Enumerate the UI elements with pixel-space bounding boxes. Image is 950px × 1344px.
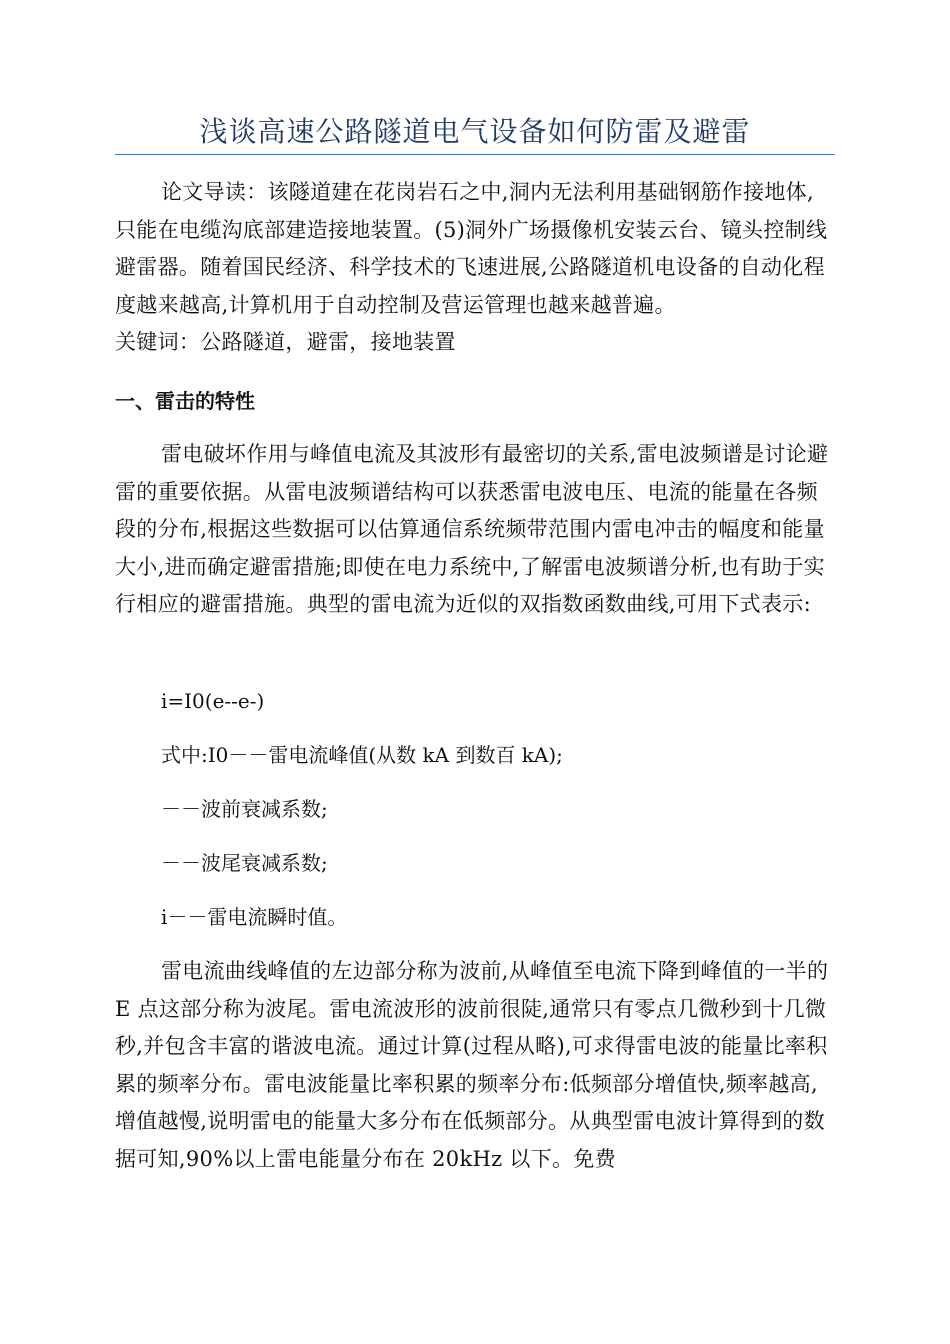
keywords-line: 关键词：公路隧道，避雷，接地装置 <box>115 330 456 354</box>
definition-peak: 式中:I0－－雷电流峰值(从数 kA 到数百 kA); <box>161 743 563 767</box>
intro-section <box>115 174 835 362</box>
section-paragraph-2: 雷电流曲线峰值的左边部分称为波前,从峰值至电流下降到峰值的一半的 E 点这部分称为波尾。雷电流波形的波前很陡,通常只有零点几微秒到十几微秒,并包含丰富的谐波电流。通过计算(过程从略),可求得雷电波的能量比率积累的频率分布。雷电波能量比率积累的频率分布:低频部分增值快,频率越高,增值越慢,说明雷电的能量大多分布在低频部分。从典型雷电波计算得到的数据可知,90%以上雷电能量分布在 20kHz 以下。免费 <box>115 959 829 1171</box>
document-title: 浅谈高速公路隧道电气设备如何防雷及避雷 <box>199 115 751 148</box>
section-paragraph-1: 雷电破坏作用与峰值电流及其波形有最密切的关系,雷电波频谱是讨论避雷的重要依据。从雷电波频谱结构可以获悉雷电波电压、电流的能量在各频段的分布,根据这些数据可以估算通信系统频带范围内雷电冲击的幅度和能量大小,进而确定避雷措施;即使在电力系统中,了解雷电波频谱分析,也有助于实行相应的避雷措施。典型的雷电流为近似的双指数函数曲线,可用下式表示: <box>115 442 829 616</box>
definition-instant: i－－雷电流瞬时值。 <box>161 905 348 929</box>
formula-line: i=I0(e--e-) <box>161 689 265 713</box>
definition-front: －－波前衰减系数; <box>161 797 328 821</box>
definition-tail: －－波尾衰减系数; <box>161 851 328 875</box>
title-underline <box>115 154 835 155</box>
abstract-paragraph: 论文导读：该隧道建在花岗岩石之中,洞内无法利用基础钢筋作接地体,只能在电缆沟底部建造接地装置。(5)洞外广场摄像机安装云台、镜头控制线避雷器。随着国民经济、科学技术的飞速进展,公路隧道机电设备的自动化程度越来越高,计算机用于自动控制及营运管理也越来越普遍。 <box>115 180 828 317</box>
section-heading: 一、雷击的特性 <box>115 389 255 413</box>
